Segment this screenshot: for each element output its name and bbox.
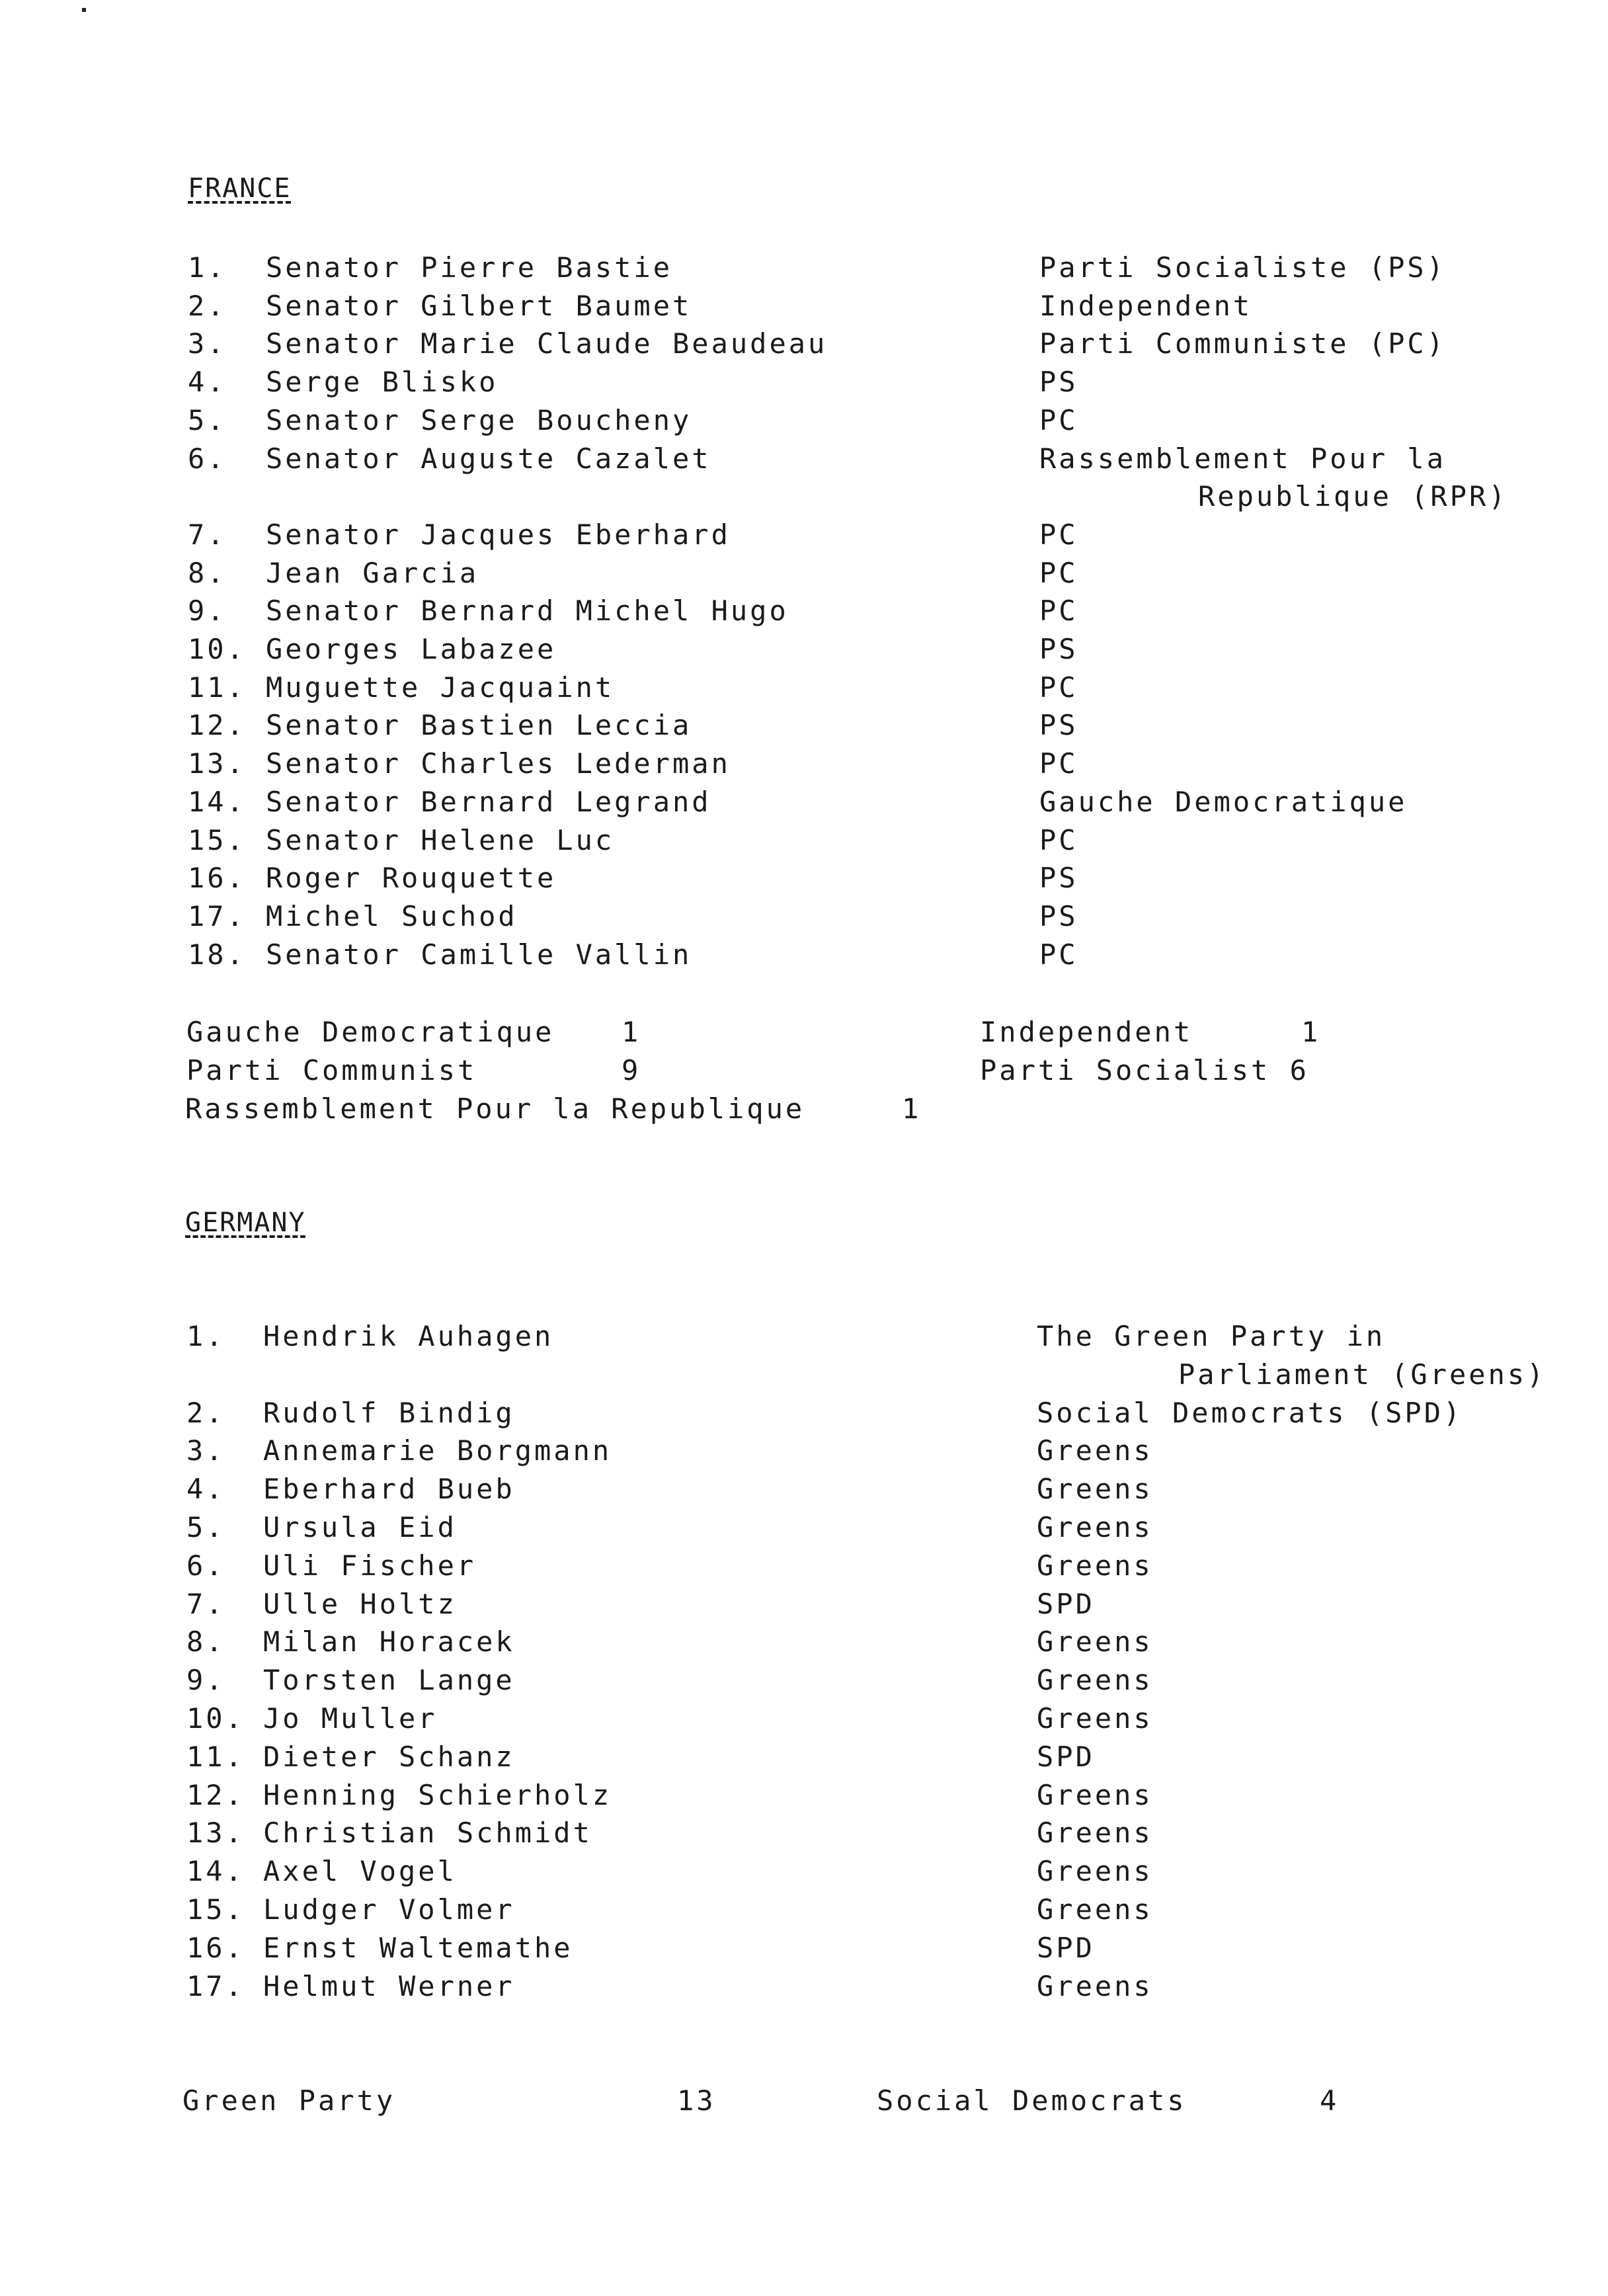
germany-member-name: Hendrik Auhagen (263, 1320, 554, 1352)
germany-member-number: 15. (186, 1893, 245, 1926)
germany-member-party: The Green Party in (1037, 1320, 1386, 1352)
france-member-name: Michel Suchod (266, 899, 518, 932)
france-member-name: Senator Bernard Michel Hugo (266, 594, 789, 628)
germany-summary-green-count: 13 (677, 2084, 716, 2117)
france-summary-independent-label: Independent (980, 1016, 1193, 1048)
germany-member-party: Greens (1037, 1893, 1153, 1926)
france-member-name: Jean Garcia (266, 556, 479, 589)
scan-speck (82, 8, 86, 12)
france-member-party: PS (1039, 633, 1078, 665)
germany-member-party-continued: Parliament (Greens) (1178, 1358, 1547, 1391)
france-summary-communist-label: Parti Communist (186, 1054, 477, 1086)
germany-member-number: 2. (186, 1396, 225, 1429)
france-member-name: Senator Bernard Legrand (266, 785, 711, 818)
france-member-number: 3. (188, 327, 227, 360)
germany-member-number: 5. (186, 1511, 225, 1543)
france-member-number: 13. (188, 747, 246, 780)
germany-member-name: Annemarie Borgmann (263, 1434, 612, 1467)
germany-summary-sd-label: Social Democrats (877, 2084, 1187, 2117)
germany-member-number: 9. (186, 1664, 225, 1697)
germany-member-name: Ulle Holtz (263, 1587, 457, 1620)
france-member-party: Rassemblement Pour la (1039, 442, 1447, 475)
germany-member-name: Henning Schierholz (263, 1778, 612, 1811)
france-summary-socialist-label: Parti Socialist 6 (980, 1054, 1309, 1086)
germany-member-name: Helmut Werner (263, 1969, 515, 2002)
france-member-party: PC (1039, 518, 1078, 551)
germany-member-number: 14. (186, 1855, 245, 1888)
france-member-party: Parti Communiste (PC) (1039, 327, 1447, 360)
france-summary-rpr-label: Rassemblement Pour la Republique (185, 1092, 805, 1125)
germany-member-name: Jo Muller (263, 1702, 438, 1735)
germany-member-number: 12. (186, 1778, 245, 1811)
france-member-party: PS (1039, 862, 1078, 895)
germany-member-party: Greens (1037, 1511, 1153, 1543)
germany-member-name: Eberhard Bueb (263, 1473, 515, 1506)
germany-member-party: Greens (1037, 1434, 1153, 1467)
france-member-party: PC (1039, 938, 1078, 971)
germany-member-number: 1. (186, 1320, 225, 1352)
germany-heading: GERMANY (185, 1208, 306, 1238)
germany-member-party: SPD (1037, 1587, 1095, 1620)
germany-summary-green-label: Green Party (182, 2084, 396, 2117)
germany-member-number: 6. (186, 1549, 225, 1582)
germany-member-party: Social Democrats (SPD) (1037, 1396, 1463, 1429)
france-member-number: 1. (188, 251, 227, 284)
france-member-number: 14. (188, 785, 246, 818)
france-member-number: 16. (188, 862, 246, 895)
france-heading: FRANCE (188, 173, 292, 204)
france-member-name: Senator Serge Boucheny (266, 403, 692, 436)
germany-member-name: Christian Schmidt (263, 1817, 592, 1850)
france-member-name: Senator Gilbert Baumet (266, 289, 692, 322)
germany-member-name: Ernst Waltemathe (263, 1931, 573, 1964)
france-member-number: 7. (188, 518, 227, 551)
france-member-name: Senator Jacques Eberhard (266, 518, 731, 551)
france-member-name: Senator Pierre Bastie (266, 251, 673, 284)
germany-member-name: Milan Horacek (263, 1625, 515, 1659)
germany-member-name: Rudolf Bindig (263, 1396, 515, 1429)
germany-member-number: 4. (186, 1473, 225, 1506)
france-summary-communist-count: 9 (622, 1054, 641, 1086)
france-member-party-continued: Republique (RPR) (1198, 480, 1508, 513)
france-member-number: 12. (188, 709, 246, 742)
france-member-party: Independent (1039, 289, 1253, 322)
france-summary-independent-count: 1 (1301, 1016, 1321, 1048)
germany-member-number: 7. (186, 1587, 225, 1620)
france-member-name: Senator Bastien Leccia (266, 709, 692, 742)
france-member-name: Serge Blisko (266, 366, 499, 399)
france-member-number: 10. (188, 633, 246, 665)
france-member-number: 18. (188, 938, 246, 971)
france-member-party: PC (1039, 556, 1078, 589)
germany-member-name: Axel Vogel (263, 1855, 457, 1888)
germany-member-name: Ursula Eid (263, 1511, 457, 1543)
france-member-party: PC (1039, 671, 1078, 704)
france-member-number: 4. (188, 366, 227, 399)
germany-member-party: Greens (1037, 1855, 1153, 1888)
germany-member-party: Greens (1037, 1549, 1153, 1582)
germany-member-name: Uli Fischer (263, 1549, 477, 1582)
germany-member-party: Greens (1037, 1473, 1153, 1506)
france-member-number: 15. (188, 823, 246, 856)
germany-member-number: 16. (186, 1931, 245, 1964)
france-summary-gauche-count: 1 (622, 1016, 641, 1048)
france-member-number: 2. (188, 289, 227, 322)
france-member-number: 17. (188, 899, 246, 932)
germany-member-party: Greens (1037, 1625, 1153, 1659)
france-member-name: Senator Marie Claude Beaudeau (266, 327, 828, 360)
france-summary-rpr-count: 1 (902, 1092, 922, 1125)
france-summary-gauche-label: Gauche Democratique (186, 1016, 555, 1048)
france-member-party: PS (1039, 709, 1078, 742)
france-member-number: 6. (188, 442, 227, 475)
france-member-name: Senator Camille Vallin (266, 938, 692, 971)
france-member-number: 5. (188, 403, 227, 436)
france-member-party: PC (1039, 823, 1078, 856)
germany-member-party: Greens (1037, 1778, 1153, 1811)
germany-member-party: Greens (1037, 1702, 1153, 1735)
france-member-party: PC (1039, 594, 1078, 628)
germany-member-name: Torsten Lange (263, 1664, 515, 1697)
france-member-number: 9. (188, 594, 227, 628)
france-member-party: PS (1039, 366, 1078, 399)
france-member-party: PS (1039, 899, 1078, 932)
germany-member-party: Greens (1037, 1969, 1153, 2002)
france-member-number: 8. (188, 556, 227, 589)
france-member-name: Senator Helene Luc (266, 823, 615, 856)
germany-member-number: 8. (186, 1625, 225, 1659)
france-member-name: Senator Charles Lederman (266, 747, 731, 780)
germany-member-party: SPD (1037, 1740, 1095, 1773)
germany-member-party: Greens (1037, 1664, 1153, 1697)
france-member-name: Georges Labazee (266, 633, 557, 665)
germany-member-number: 13. (186, 1817, 245, 1850)
france-member-number: 11. (188, 671, 246, 704)
france-member-party: PC (1039, 403, 1078, 436)
france-member-party: PC (1039, 747, 1078, 780)
france-member-name: Muguette Jacquaint (266, 671, 615, 704)
france-member-name: Roger Rouquette (266, 862, 557, 895)
germany-member-name: Dieter Schanz (263, 1740, 515, 1773)
germany-member-number: 3. (186, 1434, 225, 1467)
france-member-party: Parti Socialiste (PS) (1039, 251, 1447, 284)
germany-summary-sd-count: 4 (1320, 2084, 1340, 2117)
france-member-name: Senator Auguste Cazalet (266, 442, 711, 475)
germany-member-number: 17. (186, 1969, 245, 2002)
germany-member-party: Greens (1037, 1817, 1153, 1850)
germany-member-number: 10. (186, 1702, 245, 1735)
germany-member-party: SPD (1037, 1931, 1095, 1964)
germany-member-number: 11. (186, 1740, 245, 1773)
germany-member-name: Ludger Volmer (263, 1893, 515, 1926)
france-member-party: Gauche Democratique (1039, 785, 1408, 818)
